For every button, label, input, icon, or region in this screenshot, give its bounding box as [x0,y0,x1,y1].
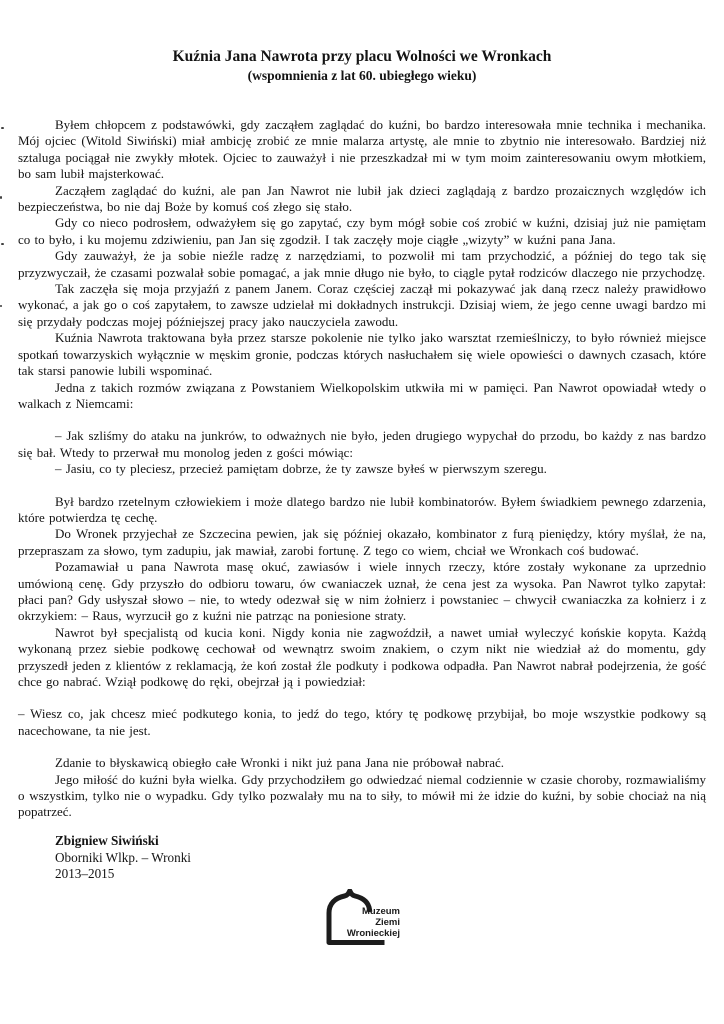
dialogue-paragraph: – Jak szliśmy do ataku na junkrów, to odważnych nie było, jeden drugiego wypychał do przodu, bo każdy z nas bardzo się bał. Wtedy to przerwał mu monolog jeden z gości mówiąc: [18,428,706,460]
paragraph: Jedna z takich rozmów związana z Powstaniem Wielkopolskim utkwiła mi w pamięci. Pan Nawrot opowiadał wtedy o walkach z Niemcami: [18,379,706,411]
paragraph: Był bardzo rzetelnym człowiekiem i może dlatego bardzo nie lubił kombinatorów. Byłem świadkiem pewnego zdarzenia, które potwierdza tę cechę. [18,493,706,525]
document-header [18,48,706,84]
logo-text-line2: Ziemi [375,917,400,929]
page-title: Kuźnia Jana Nawrota przy placu Wolności we Wronkach [172,48,552,65]
paragraph: Do Wronek przyjechał ze Szczecina pewien, jak się później okazało, kombinator z furą pieniędzy, który myślał, że na, przepraszam za słowo, tym zadupiu, jak mawiał, zarobi fortunę. Z tego co wiem, chciał we Wronkach coś budować. [18,526,706,558]
author-place: Oborniki Wlkp. – Wronki [55,849,191,865]
paragraph: Gdy zauważył, że ja sobie nieźle radzę z narzędziami, to pozwolił mi tam przychodzić, a później do tego tak się przyzwyczaił, że czasami pozwalał sobie pomagać, a jak mnie długo nie było, to ciągle pytał rodziców dlaczego nie przychodzę. [18,248,706,280]
dialogue-paragraph: – Jasiu, co ty pleciesz, przecież pamiętam dobrze, że ty zawsze byłeś w pierwszym szeregu. [55,461,547,477]
dialogue-paragraph: – Wiesz co, jak chcesz mieć podkutego konia, to jedź do tego, który tę podkowę przybijał, bo moje wszystkie podkowy są nacechowane, ta nie jest. [18,706,706,738]
scan-artifact [0,305,2,307]
paragraph: Zdanie to błyskawicą obiegło całe Wronki i nikt już pana Jana nie próbował nabrać. [55,755,505,771]
museum-logo [314,889,410,947]
museum-arch-icon [320,889,404,947]
paragraph: Pozamawiał u pana Nawrota masę okuć, zawiasów i wiele innych rzeczy, które zostały wykonane za uprzednio umówioną cenę. Gdy przyszło do odbioru towaru, ów cwaniaczek uznał, że cena jest za wysoka. Pan Nawrot tylko zapytał: płaci pan? Gdy usłyszał słowo – nie, to wtedy odezwał się w nim żołnierz i powstaniec – chwycił cwaniaczka za kołnierz i z okrzykiem: – Raus, wyrzucił go z kuźni nie patrząc na poniesione straty. [18,559,706,624]
logo-text-line3: Wronieckiej [346,928,400,940]
paragraph: Jego miłość do kuźni była wielka. Gdy przychodziłem go odwiedzać niemal codziennie w czasie choroby, rozmawialiśmy o wszystkim, tylko nie o wypadku. Gdy tylko pozwalały mu na to siły, to mówił mi że idzie do kuźni, by sobie chociaż na nią popatrzeć. [18,771,706,820]
paragraph: Zacząłem zaglądać do kuźni, ale pan Jan Nawrot nie lubił jak dzieci zaglądają z bardzo prozaicznych względów ich bezpieczeństwa, bo nie daj Boże by komuś coś złego się stało. [18,182,706,215]
document-body [18,117,706,821]
paragraph: Byłem chłopcem z podstawówki, gdy zacząłem zaglądać do kuźni, bo bardzo interesowała mnie technika i mechanika. Mój ojciec (Witold Siwiński) miał ambicję zrobić ze mnie malarza artystę, ale mnie to zbytnio nie interesowało. Bardziej niż sztaluga pociągał nie zwykły młotek. Ojciec to zauważył i nie przeszkadzał mi w tym moim zainteresowaniu owym młotkiem, bo sam lubił majsterkować. [18,117,706,182]
paragraph: Gdy co nieco podrosłem, odważyłem się go zapytać, czy bym mógł sobie coś zrobić w kuźni, dzisiaj już nie pamiętam co to było, i ku mojemu zdziwieniu, pan Jan się zgodził. I tak zaczęły moje ciągłe „wizyty” w kuźni pana Jana. [18,215,706,247]
scan-artifact [1,127,4,129]
author-name: Zbigniew Siwiński [55,832,159,848]
paragraph: Tak zaczęła się moja przyjaźń z panem Janem. Coraz częściej zaczął mi pokazywać jak daną rzecz należy prawidłowo wykonać, a jak go o coś zapytałem, to zawsze udzielał mi dokładnych instrukcji. Dzisiaj wiem, że jego cenne uwagi bardzo mi się przydały podczas mojej późniejszej pracy jako nauczyciela zawodu. [18,281,706,329]
signature-block [55,833,706,883]
paragraph: Nawrot był specjalistą od kucia koni. Nigdy konia nie zagwoździł, a nawet umiał wyleczyć końskie kopyta. Każdą wykonaną przez siebie podkowę cechował od wewnątrz swoim znakiem, o czym nikt nie wiedział aż do momentu, gdy przyszedł jeden z klientów z reklamacją, że koń został źle podkuty i podkowa odpadła. Pan Nawrot nabrał podejrzenia, że gość chce go nabrać. Wziął podkowę do ręki, obejrzał ją i powiedział: [18,624,706,689]
paragraph: Kuźnia Nawrota traktowana była przez starsze pokolenie nie tylko jako warsztat rzemieślniczy, to było również miejsce spotkań towarzyskich wyłącznie w męskim gronie, podczas których nasłuchałem się wiele opowieści o dawnych czasach, które tak starsi panowie lubili wspominać. [18,330,706,379]
scan-artifact [0,196,2,199]
logo-text-line1: Muzeum [362,906,400,918]
document-years: 2013–2015 [55,866,115,882]
page-subtitle: (wspomnienia z lat 60. ubiegłego wieku) [247,68,477,83]
scan-artifact [1,243,4,245]
